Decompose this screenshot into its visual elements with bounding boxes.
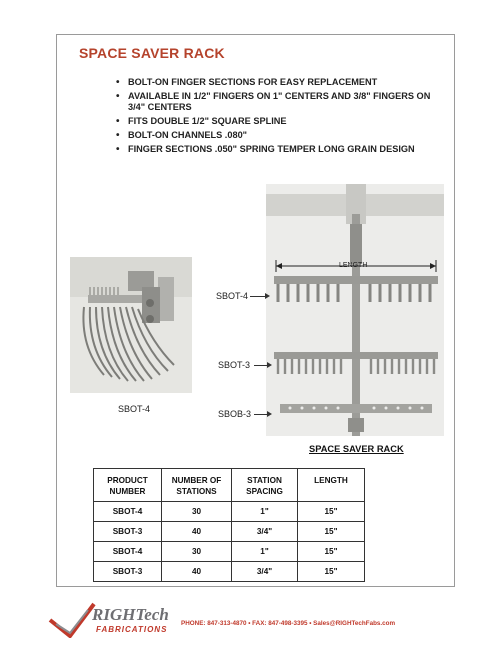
length-label: LENGTH (339, 262, 368, 269)
contact-info: PHONE: 847-313-4870 • FAX: 847-498-3395 • Sales@RIGHTechFabs.com (181, 620, 396, 627)
col-header: PRODUCT NUMBER (94, 469, 162, 502)
table-cell: SBOT-3 (94, 562, 162, 582)
table-cell: 15" (298, 542, 365, 562)
table-cell: 1" (232, 502, 298, 522)
table-header-row (94, 469, 365, 502)
feature-item: • BOLT-ON FINGER SECTIONS FOR EASY REPLACEMENT (118, 77, 448, 89)
table-cell: SBOT-4 (94, 502, 162, 522)
table-cell: 15" (298, 502, 365, 522)
brand-subtitle: FABRICATIONS (96, 625, 168, 634)
table-cell: SBOT-4 (94, 542, 162, 562)
table-cell: 30 (162, 502, 232, 522)
sbot4-closeup-photo (70, 257, 192, 393)
rack-caption: SPACE SAVER RACK (309, 444, 404, 454)
table-cell: 40 (162, 562, 232, 582)
table-cell: 3/4" (232, 562, 298, 582)
table-cell: 40 (162, 522, 232, 542)
feature-list (118, 77, 448, 158)
feature-item: • FINGER SECTIONS .050" SPRING TEMPER LONG GRAIN DESIGN (118, 144, 448, 156)
brand-name: RIGHTech (92, 605, 169, 624)
arrow-icon (250, 296, 266, 297)
col-header: NUMBER OF STATIONS (162, 469, 232, 502)
table-row (94, 562, 365, 582)
table-cell: 30 (162, 542, 232, 562)
table-row (94, 542, 365, 562)
spec-table (93, 468, 365, 582)
table-cell: 15" (298, 522, 365, 542)
col-header: LENGTH (298, 469, 365, 502)
arrow-icon (254, 414, 268, 415)
space-saver-rack-photo (266, 184, 444, 436)
feature-item: • BOLT-ON CHANNELS .080" (118, 130, 448, 142)
feature-item: • AVAILABLE IN 1/2" FINGERS ON 1" CENTERS AND 3/8" FINGERS ON 3/4" CENTERS (118, 91, 448, 114)
col-header: STATION SPACING (232, 469, 298, 502)
rack-label-sbob3: SBOB-3 (218, 409, 252, 419)
closeup-caption: SBOT-4 (118, 404, 151, 414)
table-cell: 3/4" (232, 522, 298, 542)
feature-item: • FITS DOUBLE 1/2" SQUARE SPLINE (118, 116, 448, 128)
table-cell: 1" (232, 542, 298, 562)
rack-label-sbot4: SBOT-4 (216, 291, 249, 301)
table-row (94, 522, 365, 542)
rack-label-sbot3: SBOT-3 (218, 360, 251, 370)
arrow-icon (254, 365, 268, 366)
table-row (94, 502, 365, 522)
table-cell: SBOT-3 (94, 522, 162, 542)
document-title: SPACE SAVER RACK (79, 45, 225, 61)
table-cell: 15" (298, 562, 365, 582)
